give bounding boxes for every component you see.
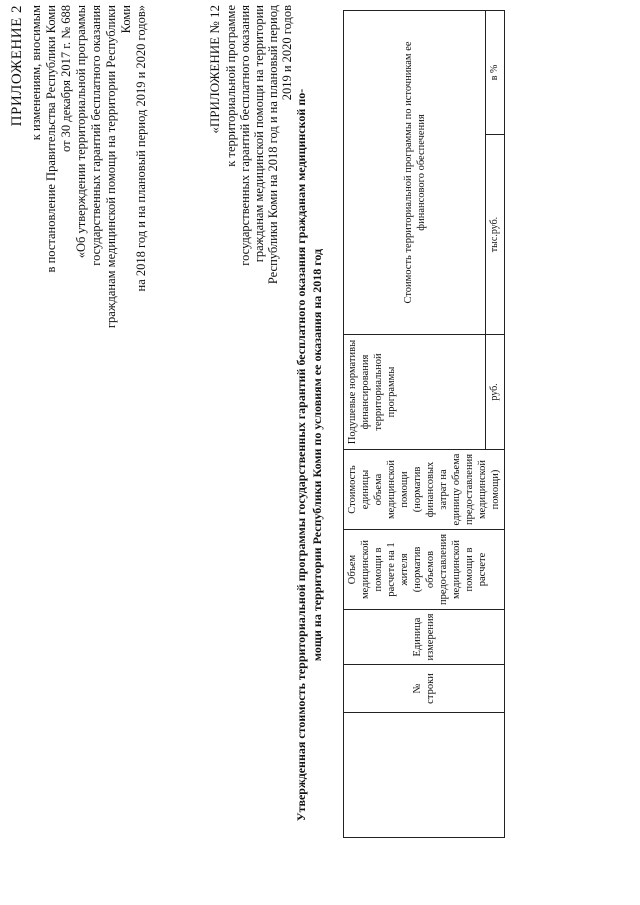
- appendix-line: от 30 декабря 2017 г. № 688: [59, 5, 73, 153]
- appendix-line: к изменениям, вносимым: [29, 5, 43, 141]
- appendix12-line: 2019 и 2020 годов: [280, 5, 294, 101]
- header-per-capita-norms: Подушевые нормативы финансирования территориальной программы: [344, 335, 486, 450]
- header-territorial-cost: Стоимость территориальной программы по источникам ее финансового обеспечения: [344, 11, 486, 335]
- appendix12-line: гражданам медицинской помощи на территории: [252, 5, 266, 263]
- appendix12-heading: «ПРИЛОЖЕНИЕ № 12: [207, 5, 222, 134]
- appendix12-line: Республики Коми на 2018 год и на плановый период: [266, 5, 280, 285]
- header-volume: Объем медицинской помощи в расчете на 1 жителя (норматив объемов предоставления медицинской помощи в расчете: [344, 530, 505, 610]
- title-line-2: мощи на территории Республики Коми по условиям ее оказания на 2018 год: [310, 248, 324, 662]
- document-title: [293, 65, 325, 845]
- appendix-line: государственных гарантий бесплатного оказания: [89, 5, 103, 266]
- header-unit: Единица измерения: [344, 610, 505, 665]
- appendix-heading: ПРИЛОЖЕНИЕ 2: [9, 5, 25, 127]
- header-row: [344, 11, 486, 838]
- header-unit-cost: Стоимость единицы объема медицинской помощи (норматив финансовых затрат на единицу объема предоставления медицинской помощи): [344, 450, 505, 530]
- appendix12-line: к территориальной программе: [224, 5, 238, 167]
- appendix-line: гражданам медицинской помощи на территории Республики Коми: [104, 5, 133, 329]
- header-row-number: № строки: [344, 665, 505, 713]
- appendix12-line: государственных гарантий бесплатного оказания: [238, 5, 252, 266]
- header-blank-cell: [344, 713, 505, 838]
- appendix-12-block: [208, 5, 294, 345]
- cost-table: [343, 10, 505, 838]
- appendix-2-block: [10, 5, 149, 345]
- unit-thousand-rub: тыс.руб.: [486, 135, 505, 335]
- appendix-line: в постановление Правительства Республики Коми: [44, 5, 58, 273]
- appendix-line: на 2018 год и на плановый период 2019 и 2020 годов»: [134, 5, 148, 292]
- title-line-1: Утвержденная стоимость территориальной программы государственных гарантий бесплатного оказания гражданам медицинской по-: [294, 88, 308, 822]
- unit-percent: в %: [486, 11, 505, 135]
- unit-rub: руб.: [486, 335, 505, 450]
- appendix-line: «Об утверждении территориальной программы: [74, 5, 88, 259]
